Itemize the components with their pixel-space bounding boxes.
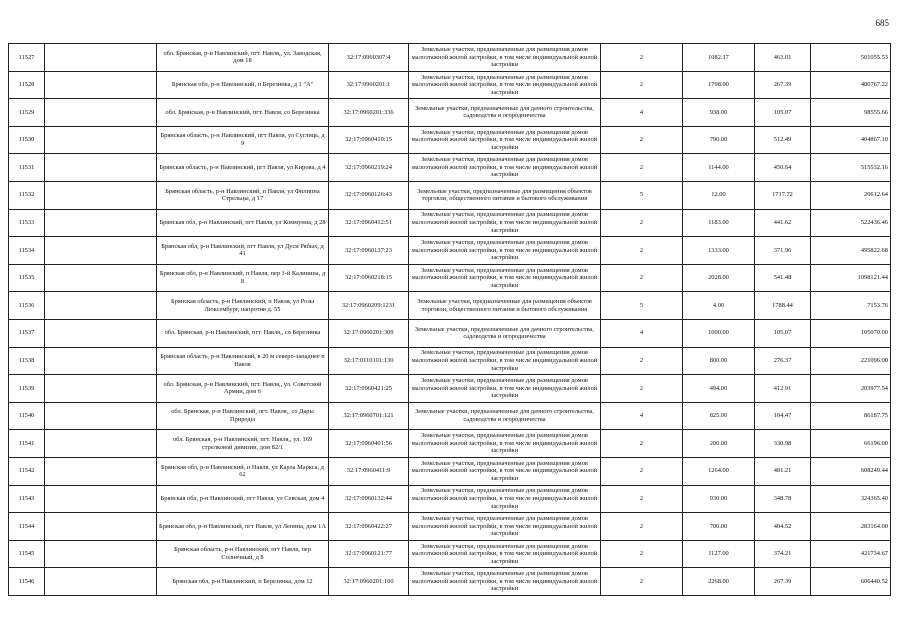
specific-value-cell: 450.64 (755, 154, 811, 182)
land-use-cell: Земельные участки, предназначенные для размещения домов малоэтажной жилой застройки, в том числе индивидуальной жилой застройки (409, 347, 601, 375)
address-cell: Брянская обл, р-н Навлинский, п Навля, ул Карла Маркса, д 62 (157, 457, 329, 485)
address-cell: обл. Брянская, р-н Навлинский, пгт. Навля,, ул. Заводская, дом 18 (157, 44, 329, 72)
empty-cell (45, 264, 157, 292)
land-registry-table (8, 43, 891, 596)
cadastral-number-cell: 32:17:0110101:130 (329, 347, 409, 375)
cadastral-number-cell: 32:17:0960137:23 (329, 237, 409, 265)
specific-value-cell: 267.39 (755, 71, 811, 99)
cadastral-value-cell: 522436.46 (811, 209, 891, 237)
use-group-cell: 2 (601, 154, 683, 182)
use-group-cell: 2 (601, 568, 683, 596)
use-group-cell: 2 (601, 237, 683, 265)
cadastral-value-cell: 324365.40 (811, 485, 891, 513)
empty-cell (45, 99, 157, 127)
table-body (9, 44, 891, 596)
cadastral-number-cell: 32:17:0960201:1 (329, 71, 409, 99)
area-cell: 1264.00 (683, 457, 755, 485)
specific-value-cell: 463.01 (755, 44, 811, 72)
cadastral-value-cell: 495822.68 (811, 237, 891, 265)
address-cell: обл. Брянская, р-н Навлинский, пгт. Навля,, со Березинка (157, 319, 329, 347)
row-number: 11529 (9, 99, 45, 127)
address-cell: обл. Брянская, р-н Навлинский, пгт. Навля,, ул. Советской Армии, дом 6 (157, 375, 329, 403)
address-cell: Брянская обл, р-н Навлинский, пгт Навля, ул Ленина, дом 1А (157, 513, 329, 541)
area-cell: 1000.00 (683, 319, 755, 347)
area-cell: 700.00 (683, 513, 755, 541)
row-number: 11536 (9, 292, 45, 320)
land-use-cell: Земельные участки, предназначенные для размещения домов малоэтажной жилой застройки, в том числе индивидуальной жилой застройки (409, 485, 601, 513)
land-use-cell: Земельные участки, предназначенные для размещения домов малоэтажной жилой застройки, в том числе индивидуальной жилой застройки (409, 457, 601, 485)
table-row (9, 402, 891, 430)
area-cell: 800.00 (683, 347, 755, 375)
cadastral-number-cell: 32:17:0960421:25 (329, 375, 409, 403)
land-use-cell: Земельные участки, предназначенные для дачного строительства, садоводства и огородничества (409, 99, 601, 127)
table-row (9, 292, 891, 320)
area-cell: 1183.00 (683, 209, 755, 237)
empty-cell (45, 457, 157, 485)
table-row (9, 154, 891, 182)
address-cell: Брянская область, р-н Навлинский, пгт Навля, ул Суглиць, д 9 (157, 126, 329, 154)
land-use-cell: Земельные участки, предназначенные для размещения домов малоэтажной жилой застройки, в том числе индивидуальной жилой застройки (409, 430, 601, 458)
area-cell: 494.00 (683, 375, 755, 403)
table-row (9, 457, 891, 485)
use-group-cell: 4 (601, 402, 683, 430)
cadastral-number-cell: 32:17:0960307:4 (329, 44, 409, 72)
land-use-cell: Земельные участки, предназначенные для размещения домов малоэтажной жилой застройки, в том числе индивидуальной жилой застройки (409, 44, 601, 72)
row-number: 11537 (9, 319, 45, 347)
address-cell: Брянская обл, р-н Навлинский, п Навля, пер 1-й Калинина, д 8 (157, 264, 329, 292)
table-row (9, 540, 891, 568)
address-cell: Брянская область, р-н Навлинский, п Навля, ул Розы Люксембург, напротив д. 55 (157, 292, 329, 320)
specific-value-cell: 481.21 (755, 457, 811, 485)
page-number: 685 (875, 18, 889, 28)
area-cell: 2268.00 (683, 568, 755, 596)
specific-value-cell: 348.78 (755, 485, 811, 513)
cadastral-value-cell: 66196.00 (811, 430, 891, 458)
cadastral-value-cell: 515532.16 (811, 154, 891, 182)
area-cell: 825.00 (683, 402, 755, 430)
empty-cell (45, 430, 157, 458)
land-use-cell: Земельные участки, предназначенные для размещения домов малоэтажной жилой застройки, в том числе индивидуальной жилой застройки (409, 154, 601, 182)
row-number: 11541 (9, 430, 45, 458)
cadastral-number-cell: 32:17:0960209:1231 (329, 292, 409, 320)
address-cell: Брянская обл, р-н Навлинский, п Березинка, д 1 "А" (157, 71, 329, 99)
use-group-cell: 2 (601, 44, 683, 72)
cadastral-number-cell: 32:17:0960219:24 (329, 154, 409, 182)
empty-cell (45, 292, 157, 320)
empty-cell (45, 513, 157, 541)
area-cell: 200.00 (683, 430, 755, 458)
land-use-cell: Земельные участки, предназначенные для размещения домов малоэтажной жилой застройки, в том числе индивидуальной жилой застройки (409, 375, 601, 403)
area-cell: 1798.00 (683, 71, 755, 99)
address-cell: обл. Брянская, р-н Навлинский, пгт. Навля,, со Дары Природы (157, 402, 329, 430)
cadastral-number-cell: 32:17:0960201:309 (329, 319, 409, 347)
cadastral-number-cell: 32:17:0960132:44 (329, 485, 409, 513)
table-row (9, 319, 891, 347)
address-cell: Брянская область, р-н Навлинский, в 20 м северо-западнее п Навля (157, 347, 329, 375)
cadastral-number-cell: 32:17:0960411:9 (329, 457, 409, 485)
table-row (9, 237, 891, 265)
specific-value-cell: 512.49 (755, 126, 811, 154)
row-number: 11538 (9, 347, 45, 375)
specific-value-cell: 105.07 (755, 319, 811, 347)
land-use-cell: Земельные участки, предназначенные для дачного строительства, садоводства и огородничества (409, 402, 601, 430)
specific-value-cell: 1788.44 (755, 292, 811, 320)
address-cell: Брянская область, р-н Навлинский, п Навля, ул Филипна Стрельцы, д 17 (157, 181, 329, 209)
table-row (9, 209, 891, 237)
row-number: 11532 (9, 181, 45, 209)
area-cell: 4.00 (683, 292, 755, 320)
row-number: 11533 (9, 209, 45, 237)
cadastral-value-cell: 608249.44 (811, 457, 891, 485)
specific-value-cell: 104.47 (755, 402, 811, 430)
use-group-cell: 2 (601, 430, 683, 458)
empty-cell (45, 375, 157, 403)
empty-cell (45, 319, 157, 347)
land-use-cell: Земельные участки, предназначенные для размещения объектов торговли, общественного питания и бытового обслуживания (409, 181, 601, 209)
cadastral-value-cell: 221096.00 (811, 347, 891, 375)
empty-cell (45, 126, 157, 154)
empty-cell (45, 347, 157, 375)
specific-value-cell: 404.52 (755, 513, 811, 541)
specific-value-cell: 412.91 (755, 375, 811, 403)
address-cell: Брянская обл, р-н Навлинский, пгт Навля, ул Севская, дом 4 (157, 485, 329, 513)
cadastral-value-cell: 283164.00 (811, 513, 891, 541)
row-number: 11539 (9, 375, 45, 403)
row-number: 11542 (9, 457, 45, 485)
row-number: 11546 (9, 568, 45, 596)
cadastral-value-cell: 105070.00 (811, 319, 891, 347)
row-number: 11527 (9, 44, 45, 72)
specific-value-cell: 541.48 (755, 264, 811, 292)
empty-cell (45, 237, 157, 265)
use-group-cell: 2 (601, 485, 683, 513)
cadastral-value-cell: 480767.22 (811, 71, 891, 99)
use-group-cell: 2 (601, 209, 683, 237)
table-row (9, 513, 891, 541)
address-cell: обл. Брянская, р-н Навлинский, пгт. Навля,, ул. 169 стрелковой дивизии, дом 82/1 (157, 430, 329, 458)
use-group-cell: 2 (601, 126, 683, 154)
empty-cell (45, 44, 157, 72)
row-number: 11531 (9, 154, 45, 182)
address-cell: Брянская обл, р-н Навлинский, пгт Навля, ул Дуси Рябых, д 41 (157, 237, 329, 265)
land-use-cell: Земельные участки, предназначенные для размещения домов малоэтажной жилой застройки, в том числе индивидуальной жилой застройки (409, 513, 601, 541)
specific-value-cell: 374.21 (755, 540, 811, 568)
use-group-cell: 5 (601, 292, 683, 320)
row-number: 11535 (9, 264, 45, 292)
area-cell: 12.00 (683, 181, 755, 209)
cadastral-number-cell: 32:17:0960218:15 (329, 264, 409, 292)
table-row (9, 568, 891, 596)
use-group-cell: 2 (601, 375, 683, 403)
cadastral-value-cell: 98555.66 (811, 99, 891, 127)
table-row (9, 264, 891, 292)
area-cell: 1127.00 (683, 540, 755, 568)
address-cell: Брянская область, р-н Навлинский, пгт Навля, ул Кирова, д 4 (157, 154, 329, 182)
specific-value-cell: 105.07 (755, 99, 811, 127)
empty-cell (45, 568, 157, 596)
empty-cell (45, 540, 157, 568)
table-row (9, 71, 891, 99)
cadastral-number-cell: 32:17:0960201:100 (329, 568, 409, 596)
specific-value-cell: 1717.72 (755, 181, 811, 209)
empty-cell (45, 154, 157, 182)
cadastral-number-cell: 32:17:0960201:336 (329, 99, 409, 127)
area-cell: 2028.00 (683, 264, 755, 292)
empty-cell (45, 485, 157, 513)
area-cell: 1144.00 (683, 154, 755, 182)
area-cell: 1082.17 (683, 44, 755, 72)
use-group-cell: 5 (601, 181, 683, 209)
cadastral-number-cell: 32:17:0960401:56 (329, 430, 409, 458)
land-use-cell: Земельные участки, предназначенные для размещения домов малоэтажной жилой застройки, в том числе индивидуальной жилой застройки (409, 71, 601, 99)
table-row (9, 430, 891, 458)
cadastral-number-cell: 32:17:0960410:15 (329, 126, 409, 154)
use-group-cell: 2 (601, 264, 683, 292)
table-row (9, 181, 891, 209)
address-cell: обл. Брянская, р-н Навлинский, пгт. Навля, со Березинка (157, 99, 329, 127)
row-number: 11534 (9, 237, 45, 265)
empty-cell (45, 71, 157, 99)
row-number: 11528 (9, 71, 45, 99)
address-cell: Брянская обл, р-н Навлинский, п Березинка, дом 12 (157, 568, 329, 596)
specific-value-cell: 276.37 (755, 347, 811, 375)
table-row (9, 126, 891, 154)
cadastral-number-cell: 32:17:0960412:51 (329, 209, 409, 237)
land-use-cell: Земельные участки, предназначенные для размещения домов малоэтажной жилой застройки, в том числе индивидуальной жилой застройки (409, 540, 601, 568)
table-row (9, 485, 891, 513)
row-number: 11544 (9, 513, 45, 541)
row-number: 11540 (9, 402, 45, 430)
land-use-cell: Земельные участки, предназначенные для размещения домов малоэтажной жилой застройки, в том числе индивидуальной жилой застройки (409, 264, 601, 292)
land-use-cell: Земельные участки, предназначенные для размещения домов малоэтажной жилой застройки, в том числе индивидуальной жилой застройки (409, 237, 601, 265)
use-group-cell: 4 (601, 99, 683, 127)
cadastral-value-cell: 404867.10 (811, 126, 891, 154)
use-group-cell: 2 (601, 540, 683, 568)
specific-value-cell: 441.62 (755, 209, 811, 237)
area-cell: 930.00 (683, 485, 755, 513)
cadastral-value-cell: 606440.52 (811, 568, 891, 596)
address-cell: Брянская область, р-н Навлинский, пгт Навля, пер Солнечный, д 8 (157, 540, 329, 568)
land-use-cell: Земельные участки, предназначенные для размещения домов малоэтажной жилой застройки, в том числе индивидуальной жилой застройки (409, 568, 601, 596)
area-cell: 1333.00 (683, 237, 755, 265)
specific-value-cell: 330.98 (755, 430, 811, 458)
address-cell: Брянская обл, р-н Навлинский, пгт Навля, ул Коммунна, д 28 (157, 209, 329, 237)
area-cell: 790.00 (683, 126, 755, 154)
use-group-cell: 2 (601, 457, 683, 485)
specific-value-cell: 371.96 (755, 237, 811, 265)
cadastral-value-cell: 203977.54 (811, 375, 891, 403)
cadastral-number-cell: 32:17:0960121:77 (329, 540, 409, 568)
cadastral-number-cell: 32:17:0960126:43 (329, 181, 409, 209)
use-group-cell: 4 (601, 319, 683, 347)
cadastral-value-cell: 86187.75 (811, 402, 891, 430)
table-row (9, 347, 891, 375)
row-number: 11545 (9, 540, 45, 568)
empty-cell (45, 402, 157, 430)
cadastral-number-cell: 32:17:0960701:121 (329, 402, 409, 430)
empty-cell (45, 209, 157, 237)
row-number: 11543 (9, 485, 45, 513)
land-use-cell: Земельные участки, предназначенные для размещения домов малоэтажной жилой застройки, в том числе индивидуальной жилой застройки (409, 209, 601, 237)
cadastral-value-cell: 501055.53 (811, 44, 891, 72)
area-cell: 938.00 (683, 99, 755, 127)
use-group-cell: 2 (601, 513, 683, 541)
specific-value-cell: 267.39 (755, 568, 811, 596)
table-row (9, 99, 891, 127)
table-row (9, 375, 891, 403)
land-use-cell: Земельные участки, предназначенные для дачного строительства, садоводства и огородничества (409, 319, 601, 347)
cadastral-value-cell: 421734.67 (811, 540, 891, 568)
cadastral-value-cell: 1098121.44 (811, 264, 891, 292)
table-row (9, 44, 891, 72)
empty-cell (45, 181, 157, 209)
land-use-cell: Земельные участки, предназначенные для размещения объектов торговли, общественного питания и бытового обслуживания (409, 292, 601, 320)
use-group-cell: 2 (601, 347, 683, 375)
cadastral-number-cell: 32:17:0960422:27 (329, 513, 409, 541)
cadastral-value-cell: 7153.76 (811, 292, 891, 320)
cadastral-value-cell: 20612.64 (811, 181, 891, 209)
use-group-cell: 2 (601, 71, 683, 99)
land-use-cell: Земельные участки, предназначенные для размещения домов малоэтажной жилой застройки, в том числе индивидуальной жилой застройки (409, 126, 601, 154)
row-number: 11530 (9, 126, 45, 154)
